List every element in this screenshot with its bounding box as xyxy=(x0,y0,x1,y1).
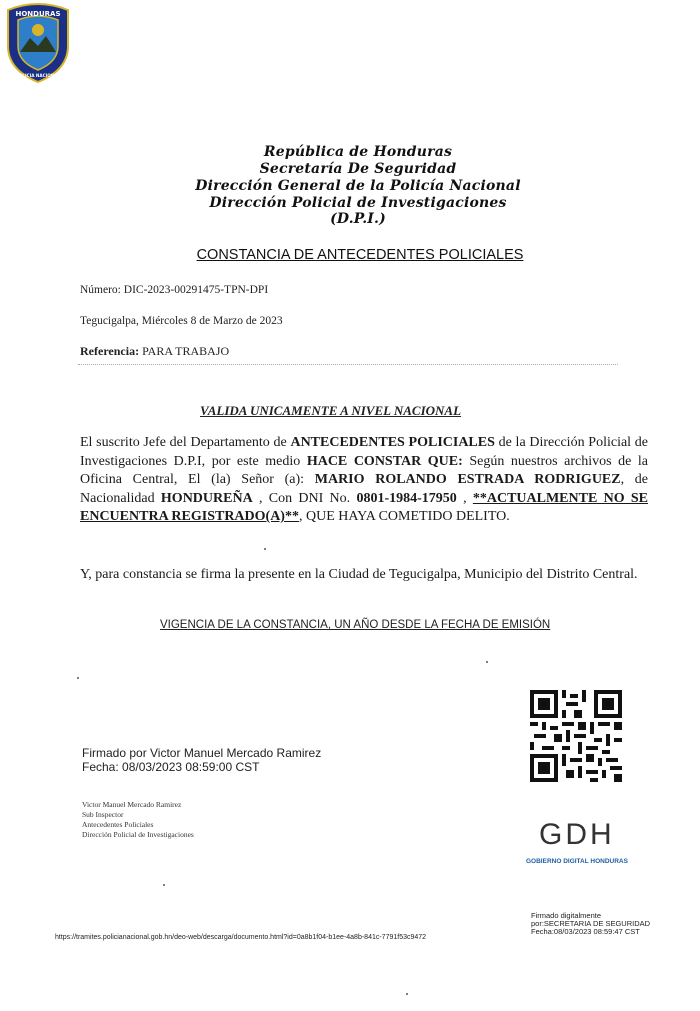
numero-line xyxy=(80,284,268,296)
digital-line3: Fecha:08/03/2023 08:59:47 CST xyxy=(531,927,640,936)
signer-block xyxy=(82,800,194,840)
valida-notice: VALIDA UNICAMENTE A NIVEL NACIONAL xyxy=(200,403,462,418)
dni-number: 0801-1984-17950 xyxy=(356,490,457,506)
nationality: HONDUREÑA xyxy=(160,490,253,506)
digital-line2: por:SECRETARIA DE SEGURIDAD xyxy=(531,919,651,928)
signer-rank: Sub Inspector xyxy=(82,810,124,819)
body-text-segment: de la Dirección Policial de Investigaciones D.P.I, por este medio xyxy=(80,435,648,469)
scan-speck xyxy=(77,677,79,679)
body-text-segment: El suscrito Jefe del Departamento de xyxy=(80,435,287,450)
firma-block xyxy=(82,746,321,774)
body-hace-constar: HACE CONSTAR QUE: xyxy=(306,453,463,469)
body-text-segment: , de Nacionalidad xyxy=(80,472,649,506)
record-status: **ACTUALMENTE NO SE ENCUENTRA REGISTRADO(A)** xyxy=(80,490,648,524)
referencia-value: PARA TRABAJO xyxy=(142,344,230,358)
body-dept-name: ANTECEDENTES POLICIALES xyxy=(290,435,495,450)
header-direccion-policial: Dirección Policial de Investigaciones xyxy=(209,195,507,211)
body-text-segment: Según nuestros archivos de la Oficina Central, El (la) Señor (a): xyxy=(80,453,648,487)
scan-speck xyxy=(264,548,266,550)
firmado-por: Firmado por Victor Manuel Mercado Ramirez xyxy=(82,746,322,760)
firma-fecha: Fecha: 08/03/2023 08:59:00 CST xyxy=(82,760,260,774)
signer-office: Dirección Policial de Investigaciones xyxy=(82,830,194,839)
header-republica: República de Honduras xyxy=(263,144,453,160)
body-text-segment: , Con DNI No. xyxy=(258,490,351,506)
header-dpi: (D.P.I.) xyxy=(330,211,386,227)
body-paragraph-1 xyxy=(80,434,648,527)
gdh-subtitle: GOBIERNO DIGITAL HONDURAS xyxy=(526,858,628,865)
body-paragraph-2: Y, para constancia se firma la presente en la Ciudad de Tegucigalpa, Municipio del Distrito Central. xyxy=(80,567,638,582)
separator-line xyxy=(78,364,618,365)
qr-code xyxy=(530,690,622,782)
header-direccion-general: Dirección General de la Policía Nacional xyxy=(195,178,521,194)
policia-nacional-emblem xyxy=(0,0,76,84)
signer-dept: Antecedentes Policiales xyxy=(82,820,154,829)
header-secretaria: Secretaría De Seguridad xyxy=(259,161,457,177)
document-url: https://tramites.policianacional.gob.hn/deo-web/descarga/documento.html?id=0a8b1f04-b1ee-4a8b-841c-7791f53c9472 xyxy=(55,934,427,941)
scan-speck xyxy=(163,884,165,886)
gdh-logo xyxy=(539,818,615,852)
scan-speck xyxy=(406,993,408,995)
referencia-label: Referencia: xyxy=(80,344,140,358)
digital-line1: Firmado digitalmente xyxy=(531,911,602,920)
numero-value: DIC-2023-00291475-TPN-DPI xyxy=(123,284,269,296)
signer-name: Victor Manuel Mercado Ramirez xyxy=(82,800,182,809)
numero-label: Número: xyxy=(80,284,121,296)
scan-speck xyxy=(486,661,488,663)
body-text-segment: , QUE HAYA COMETIDO DELITO. xyxy=(298,509,510,524)
emblem-ring-text: POLICIA NACIONAL xyxy=(15,73,61,78)
document-title: CONSTANCIA DE ANTECEDENTES POLICIALES xyxy=(196,247,524,263)
referencia-line xyxy=(80,344,229,359)
person-name: MARIO ROLANDO ESTRADA RODRIGUEZ xyxy=(314,472,621,487)
gdh-logo-text: GDH xyxy=(539,818,615,851)
digital-signature-block xyxy=(531,912,650,936)
body-text-segment: , xyxy=(463,490,467,506)
lugar-fecha: Tegucigalpa, Miércoles 8 de Marzo de 2023 xyxy=(80,315,283,327)
vigencia-notice: VIGENCIA DE LA CONSTANCIA, UN AÑO DESDE LA FECHA DE EMISIÓN xyxy=(160,619,551,631)
emblem-country-text: HONDURAS xyxy=(15,10,61,18)
